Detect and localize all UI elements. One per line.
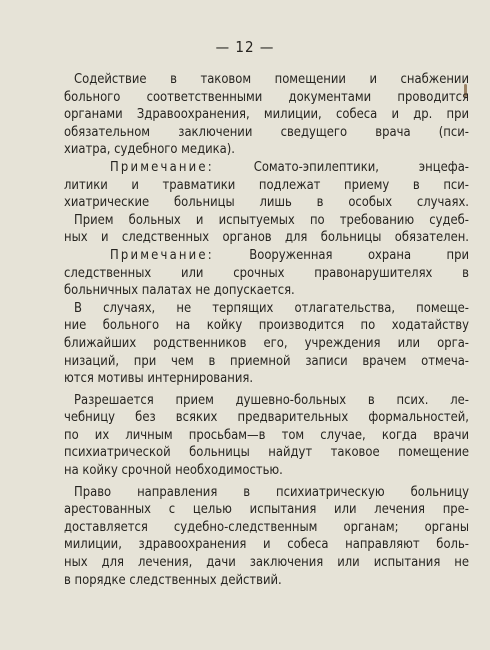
line-text: хиатрические больницы лишь в особых случаях. xyxy=(64,195,469,211)
text-line xyxy=(64,89,469,107)
line-text: хиатра, судебного медика). xyxy=(64,142,235,158)
text-line xyxy=(64,353,469,371)
text-line xyxy=(64,141,469,159)
line-text: арестованных с целью испытания или лечения пре- xyxy=(64,502,469,518)
text-line xyxy=(64,317,469,335)
text-line xyxy=(64,409,469,427)
text-line xyxy=(74,484,469,502)
line-text: в порядке следственных действий. xyxy=(64,572,282,588)
note-label: Примечание: xyxy=(110,247,214,263)
text-line xyxy=(64,335,469,353)
page-number: — 12 — xyxy=(215,38,275,56)
line-text: чебницу без всяких предварительных формальностей, xyxy=(64,410,469,426)
line-text: Прием больных и испытуемых по требованию судеб- xyxy=(74,212,469,228)
text-line xyxy=(64,177,469,195)
line-text: органами Здравоохранения, милиции, собеса и др. при xyxy=(64,107,469,123)
line-text: ных для лечения, дачи заключения или испытания не xyxy=(64,555,469,571)
line-text: следственных или срочных правонарушителях в xyxy=(64,265,469,281)
line-text: больного соответственными документами проводится xyxy=(64,89,469,105)
line-text: на койку срочной необходимостью. xyxy=(64,463,283,479)
text-line xyxy=(64,427,469,445)
line-text: Право направления в психиатрическую больницу xyxy=(74,484,469,500)
line-text: В случаях, не терпящих отлагательства, помеще- xyxy=(74,300,469,316)
text-line xyxy=(74,300,469,318)
text-line xyxy=(74,247,469,265)
line-text: обязательном заключении сведущего врача (пси- xyxy=(64,124,469,140)
text-line xyxy=(64,501,469,519)
line-text: больничных палатах не допускается. xyxy=(64,283,295,299)
text-line xyxy=(64,282,469,300)
line-text: Сомато-эпилептики, энцефа- xyxy=(213,159,469,175)
text-line xyxy=(64,370,469,388)
line-text: доставляется судебно-следственным органам; органы xyxy=(64,519,469,535)
line-text: ближайших родственников его, учреждения или орга- xyxy=(64,335,469,351)
line-text: Содействие в таковом помещении и снабжении xyxy=(74,72,469,87)
text-line xyxy=(64,194,469,212)
line-text: милиции, здравоохранения и собеса направляют боль- xyxy=(64,537,469,553)
text-line xyxy=(64,265,469,283)
text-line xyxy=(74,159,469,177)
text-line xyxy=(74,392,469,410)
text-line xyxy=(64,106,469,124)
text-line xyxy=(64,536,469,554)
line-text: литики и травматики подлежат приему в пси- xyxy=(64,177,469,193)
line-text: Разрешается прием душевно-больных в псих. ле- xyxy=(74,392,469,408)
text-line xyxy=(64,124,469,142)
note-label: Примечание: xyxy=(110,159,214,175)
text-line xyxy=(64,462,469,480)
body-text xyxy=(64,71,469,589)
line-text: психиатрической больницы найдут таковое помещение xyxy=(64,445,469,461)
line-text: ных и следственных органов для больницы обязателен. xyxy=(64,230,469,246)
line-text: Вооруженная охрана при xyxy=(213,247,469,263)
line-text: по их личным просьбам—в том случае, когда врачи xyxy=(64,427,469,443)
line-text: низаций, при чем в приемной записи врачем отмеча- xyxy=(64,353,469,369)
line-text: ются мотивы интернирования. xyxy=(64,371,254,387)
text-line xyxy=(64,554,469,572)
line-text: ние больного на койку производится по ходатайству xyxy=(64,318,469,334)
text-line xyxy=(64,572,469,590)
text-line xyxy=(64,229,469,247)
text-line xyxy=(64,444,469,462)
text-line xyxy=(74,212,469,230)
text-line xyxy=(74,71,469,89)
text-line xyxy=(64,519,469,537)
